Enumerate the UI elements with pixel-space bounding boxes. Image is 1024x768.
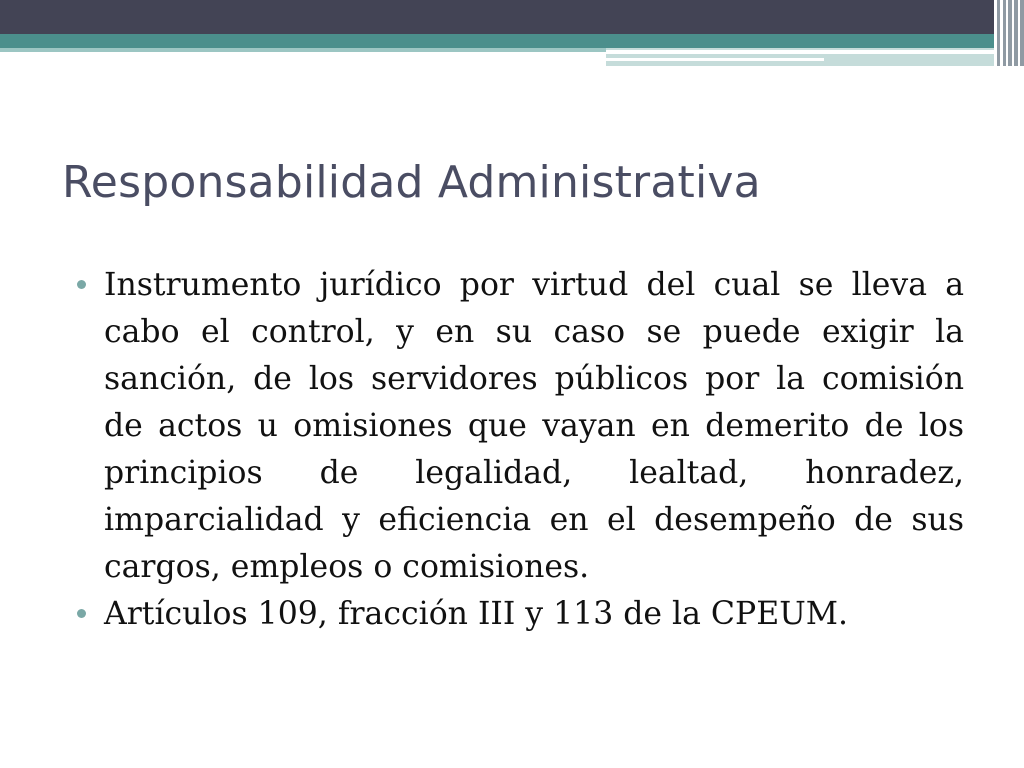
header-accent-line-short: [606, 58, 824, 61]
header-stripe: [1006, 0, 1008, 66]
header-stripe: [1000, 0, 1003, 66]
bullet-item: [74, 591, 964, 638]
header-stripe: [1012, 0, 1014, 66]
bullet-text: Instrumento jurídico por virtud del cual se lleva a cabo el control, y en su caso se puede exigir la sanción, de los servidores públicos por la comisión de actos u omisiones que vayan en demerito de los principios de legalidad, lealtad, honradez, imparcialidad y eficiencia en el desempeño de sus cargos, empleos o comisiones.: [104, 267, 964, 585]
header-band-dark: [0, 0, 1024, 34]
bullet-item: [74, 262, 964, 591]
header-stripe: [994, 0, 997, 66]
bullet-list: [74, 262, 964, 638]
header-accent-line: [606, 50, 1000, 54]
header-band-teal: [0, 34, 1000, 48]
header-stripe: [1018, 0, 1020, 66]
bullet-text: Artículos 109, fracción III y 113 de la CPEUM.: [104, 596, 849, 632]
bullet-dot-icon: [77, 609, 86, 618]
header-band-teal-light: [0, 48, 606, 52]
slide-title: Responsabilidad Administrativa: [62, 157, 761, 208]
bullet-dot-icon: [77, 280, 86, 289]
